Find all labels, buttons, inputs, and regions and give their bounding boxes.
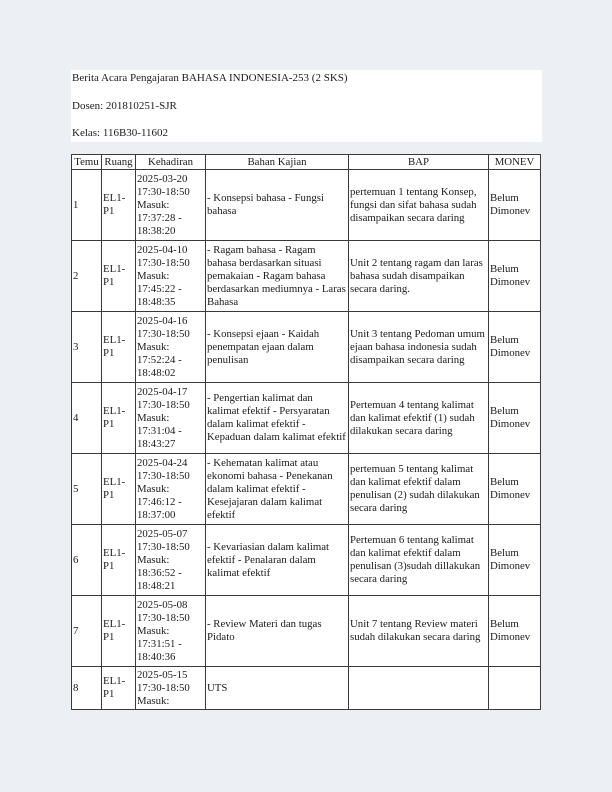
cell-ruang: EL1-P1 (102, 241, 136, 312)
kehadiran-line: 2025-04-10 (137, 243, 188, 256)
cell-bahan-kajian: - Ragam bahasa - Ragam bahasa berdasarkan situasi pemakaian - Ragam bahasa berdasarkan mediumnya - Laras Bahasa (206, 241, 349, 312)
kehadiran-line: 2025-05-07 (137, 527, 188, 540)
table-row (72, 170, 541, 241)
kehadiran-line: Masuk: (137, 198, 170, 211)
table-row (72, 454, 541, 525)
class-info: Kelas: 116B30-11602 (72, 127, 169, 139)
kehadiran-line: 18:43:27 (137, 437, 176, 450)
cell-kehadiran (136, 170, 206, 241)
kehadiran-line: 18:38:20 (137, 224, 176, 237)
kehadiran-line: 17:46:12 - (137, 495, 182, 508)
cell-bahan-kajian: - Konsepsi bahasa - Fungsi bahasa (206, 170, 349, 241)
kehadiran-line: 2025-05-08 (137, 598, 188, 611)
column-header-monev: MONEV (489, 155, 541, 170)
cell-ruang: EL1-P1 (102, 312, 136, 383)
cell-bahan-kajian: - Kevariasian dalam kalimat efektif - Penalaran dalam kalimat efektif (206, 525, 349, 596)
cell-temu: 6 (72, 525, 102, 596)
kehadiran-line: 17:30-18:50 (137, 398, 190, 411)
kehadiran-line: 18:37:00 (137, 508, 176, 521)
kehadiran-line: 17:30-18:50 (137, 469, 190, 482)
kehadiran-line: 17:31:04 - (137, 424, 182, 437)
cell-temu: 8 (72, 667, 102, 710)
kehadiran-line: 18:48:21 (137, 579, 176, 592)
table-row (72, 241, 541, 312)
cell-bap (349, 667, 489, 710)
kehadiran-line: 2025-04-16 (137, 314, 188, 327)
kehadiran-line: 2025-03-20 (137, 172, 188, 185)
column-header-kehadiran: Kehadiran (136, 155, 206, 170)
cell-bap: Unit 2 tentang ragam dan laras bahasa sudah disampaikan secara daring. (349, 241, 489, 312)
cell-monev: Belum Dimonev (489, 312, 541, 383)
cell-ruang: EL1-P1 (102, 383, 136, 454)
cell-kehadiran (136, 667, 206, 710)
table-row (72, 596, 541, 667)
cell-ruang: EL1-P1 (102, 454, 136, 525)
column-header-ruang: Ruang (102, 155, 136, 170)
kehadiran-line: Masuk: (137, 624, 170, 637)
cell-kehadiran (136, 454, 206, 525)
kehadiran-line: 17:30-18:50 (137, 327, 190, 340)
cell-kehadiran (136, 312, 206, 383)
cell-ruang: EL1-P1 (102, 667, 136, 710)
kehadiran-line: Masuk: (137, 340, 170, 353)
kehadiran-line: Masuk: (137, 411, 170, 424)
cell-monev: Belum Dimonev (489, 241, 541, 312)
cell-temu: 5 (72, 454, 102, 525)
cell-bahan-kajian: - Kehematan kalimat atau ekonomi bahasa - Penekanan dalam kalimat efektif - Kesejajaran dalam kalimat efektif (206, 454, 349, 525)
kehadiran-line: 17:30-18:50 (137, 681, 190, 694)
kehadiran-line: 17:45:22 - (137, 282, 182, 295)
cell-monev: Belum Dimonev (489, 596, 541, 667)
cell-bap: Pertemuan 4 tentang kalimat dan kalimat efektif (1) sudah dilakukan secara daring (349, 383, 489, 454)
kehadiran-line: Masuk: (137, 694, 170, 707)
kehadiran-line: 2025-04-24 (137, 456, 188, 469)
table-body (72, 170, 541, 710)
cell-monev: Belum Dimonev (489, 525, 541, 596)
cell-temu: 2 (72, 241, 102, 312)
cell-monev (489, 667, 541, 710)
document-title: Berita Acara Pengajaran BAHASA INDONESIA-253 (2 SKS) (72, 72, 348, 84)
kehadiran-line: 18:36:52 - (137, 566, 182, 579)
cell-bap: Unit 7 tentang Review materi sudah dilakukan secara daring (349, 596, 489, 667)
teaching-record-table (71, 154, 541, 710)
kehadiran-line: 18:40:36 (137, 650, 176, 663)
table-row (72, 667, 541, 710)
cell-temu: 7 (72, 596, 102, 667)
column-header-bahan-kajian: Bahan Kajian (206, 155, 349, 170)
cell-ruang: EL1-P1 (102, 596, 136, 667)
kehadiran-line: Masuk: (137, 553, 170, 566)
cell-temu: 1 (72, 170, 102, 241)
kehadiran-line: 18:48:02 (137, 366, 176, 379)
lecturer-info: Dosen: 201810251-SJR (72, 100, 177, 112)
kehadiran-line: 18:48:35 (137, 295, 176, 308)
cell-monev: Belum Dimonev (489, 170, 541, 241)
column-header-temu: Temu (72, 155, 102, 170)
document-header (71, 70, 542, 142)
cell-bap: pertemuan 5 tentang kalimat dan kalimat efektif dalam penulisan (2) sudah dilakukan secara daring (349, 454, 489, 525)
cell-ruang: EL1-P1 (102, 525, 136, 596)
cell-bahan-kajian: UTS (206, 667, 349, 710)
cell-kehadiran (136, 596, 206, 667)
kehadiran-line: 17:31:51 - (137, 637, 182, 650)
kehadiran-line: 2025-04-17 (137, 385, 188, 398)
cell-bap: pertemuan 1 tentang Konsep, fungsi dan sifat bahasa sudah disampaikan secara daring (349, 170, 489, 241)
cell-bahan-kajian: - Review Materi dan tugas Pidato (206, 596, 349, 667)
table-row (72, 383, 541, 454)
cell-ruang: EL1-P1 (102, 170, 136, 241)
table-header-row (72, 155, 541, 170)
kehadiran-line: 17:52:24 - (137, 353, 182, 366)
cell-bap: Unit 3 tentang Pedoman umum ejaan bahasa indonesia sudah disampaikan secara daring (349, 312, 489, 383)
cell-monev: Belum Dimonev (489, 454, 541, 525)
cell-kehadiran (136, 383, 206, 454)
kehadiran-line: 2025-05-15 (137, 668, 188, 681)
kehadiran-line: Masuk: (137, 482, 170, 495)
kehadiran-line: 17:30-18:50 (137, 540, 190, 553)
cell-bahan-kajian: - Konsepsi ejaan - Kaidah penempatan ejaan dalam penulisan (206, 312, 349, 383)
cell-monev: Belum Dimonev (489, 383, 541, 454)
table-row (72, 312, 541, 383)
column-header-bap: BAP (349, 155, 489, 170)
cell-temu: 4 (72, 383, 102, 454)
cell-bahan-kajian: - Pengertian kalimat dan kalimat efektif - Persyaratan dalam kalimat efektif - Kepaduan dalam kalimat efektif (206, 383, 349, 454)
cell-temu: 3 (72, 312, 102, 383)
kehadiran-line: 17:37:28 - (137, 211, 182, 224)
table-row (72, 525, 541, 596)
kehadiran-line: 17:30-18:50 (137, 611, 190, 624)
kehadiran-line: 17:30-18:50 (137, 185, 190, 198)
cell-kehadiran (136, 241, 206, 312)
cell-bap: Pertemuan 6 tentang kalimat dan kalimat efektif dalam penulisan (3)sudah dillakukan secara daring (349, 525, 489, 596)
kehadiran-line: Masuk: (137, 269, 170, 282)
cell-kehadiran (136, 525, 206, 596)
kehadiran-line: 17:30-18:50 (137, 256, 190, 269)
